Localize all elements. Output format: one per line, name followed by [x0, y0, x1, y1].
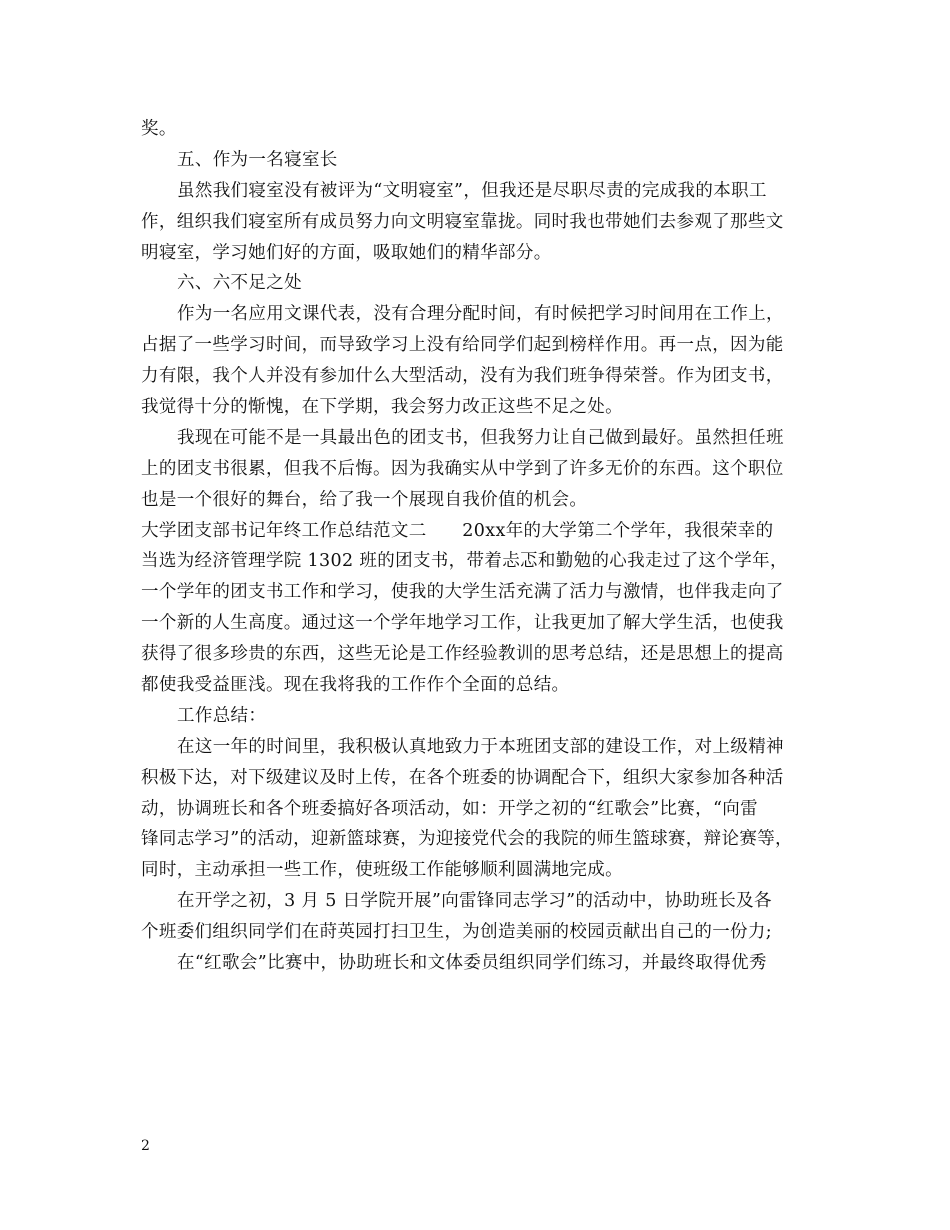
text-line: 动，协调班长和各个班委搞好各项活动，如：开学之初的“红歌会”比赛，“向雷 — [141, 798, 758, 819]
page-number: 2 — [141, 1138, 150, 1154]
text-line: 力有限，我个人并没有参加什么大型活动，没有为我们班争得荣誉。作为团支书， — [141, 366, 784, 387]
text-line: 锋同志学习”的活动，迎新篮球赛，为迎接党代会的我院的师生篮球赛，辩论赛等， — [141, 829, 793, 850]
text-line: 占据了一些学习时间，而导致学习上没有给同学们起到榜样作用。再一点，因为能 — [141, 335, 784, 356]
article-title-line: 大学团支部书记年终工作总结范文二 20xx年的大学第二个学年，我很荣幸的 — [141, 520, 774, 541]
text-line: 在“红歌会”比赛中，协助班长和文体委员组织同学们练习，并最终取得优秀 — [177, 953, 767, 974]
section-heading: 五、作为一名寝室长 — [177, 149, 338, 170]
text-line: 奖。 — [141, 119, 177, 139]
text-line: 个班委们组织同学们在莳英园打扫卫生，为创造美丽的校园贡献出自己的一份力; — [141, 922, 772, 943]
text-line: 获得了很多珍贵的东西，这些无论是工作经验教训的思考总结，还是思想上的提高 — [141, 644, 784, 665]
document-body — [141, 114, 821, 979]
text-line: 我现在可能不是一具最出色的团支书，但我努力让自己做到最好。虽然担任班 — [177, 427, 784, 448]
section-heading: 工作总结： — [177, 705, 267, 726]
text-line: 上的团支书很累，但我不后悔。因为我确实从中学到了许多无价的东西。这个职位 — [141, 458, 784, 479]
text-line: 也是一个很好的舞台，给了我一个展现自我价值的机会。 — [141, 489, 588, 510]
text-line: 同时，主动承担一些工作，使班级工作能够顺利圆满地完成。 — [141, 860, 623, 881]
text-line: 积极下达，对下级建议及时上传，在各个班委的协调配合下，组织大家参加各种活 — [141, 767, 784, 788]
text-line: 我觉得十分的惭愧，在下学期，我会努力改正这些不足之处。 — [141, 397, 623, 418]
text-line: 虽然我们寝室没有被评为“文明寝室”，但我还是尽职尽责的完成我的本职工 — [177, 180, 767, 201]
text-line: 作为一名应用文课代表，没有合理分配时间，有时候把学习时间用在工作上， — [177, 304, 784, 325]
text-line: 在这一年的时间里，我积极认真地致力于本班团支部的建设工作，对上级精神 — [177, 736, 784, 757]
section-heading: 六、六不足之处 — [177, 273, 302, 294]
text-line: 明寝室，学习她们好的方面，吸取她们的精华部分。 — [141, 242, 552, 263]
text-line: 一个新的人生高度。通过这一个学年地学习工作，让我更加了解大学生活，也使我 — [141, 613, 784, 634]
text-line: 一个学年的团支书工作和学习，使我的大学生活充满了活力与激情，也伴我走向了 — [141, 582, 784, 603]
text-line: 在开学之初，3 月 5 日学院开展”向雷锋同志学习”的活动中，协助班长及各 — [177, 891, 772, 912]
text-line: 都使我受益匪浅。现在我将我的工作作个全面的总结。 — [141, 675, 570, 696]
text-line: 作，组织我们寝室所有成员努力向文明寝室靠拢。同时我也带她们去参观了那些文 — [141, 211, 784, 232]
text-line: 当选为经济管理学院 1302 班的团支书，带着忐忑和勤勉的心我走过了这个学年， — [141, 551, 788, 572]
